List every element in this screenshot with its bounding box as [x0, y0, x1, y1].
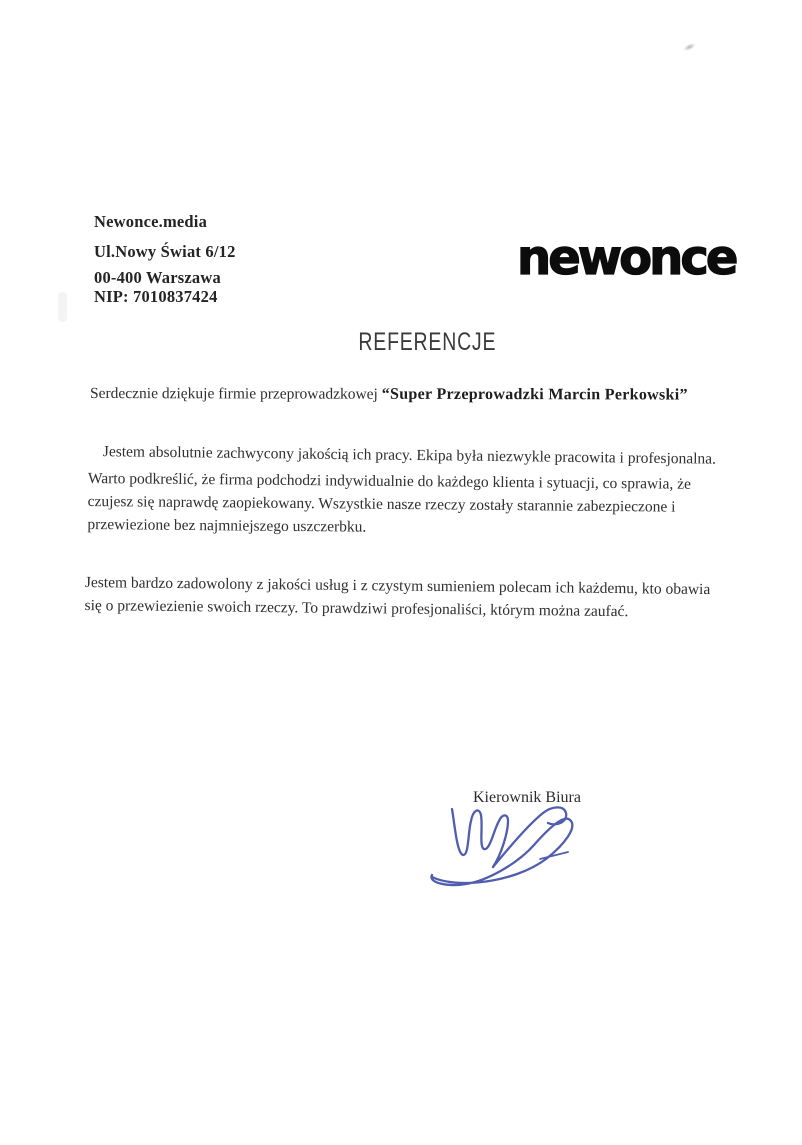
intro-company-name: “Super Przeprowadzki Marcin Perkowski”	[381, 385, 688, 404]
sender-city: 00-400 Warszawa	[94, 268, 221, 287]
document-title	[52, 328, 802, 357]
sender-street: Ul.Nowy Świat 6/12	[94, 242, 236, 261]
intro-normal-text: Serdecznie dziękuje firmie przeprowadzkowej	[89, 385, 382, 403]
scan-smudge-faint	[58, 292, 67, 322]
newonce-logo: newonce	[517, 230, 736, 286]
paragraph-intro	[90, 382, 770, 407]
paragraph-individual-approach: Warto podkreślić, że firma podchodzi indywidualnie do każdego klienta i sytuacji, co sprawia, że czujesz się naprawdę zaopiekowany. Wszystkie nasze rzeczy zostały starannie zabezpieczone i przewiezione bez najmniejszego uszczerbku.	[87, 469, 691, 536]
paragraph-recommendation: Jestem bardzo zadowolony z jakości usług i z czystym sumieniem polecam ich każdemu, kto obawia się o przewiezienie swoich rzeczy. To prawdziwi profesjonaliści, którym można zaufać.	[84, 573, 711, 621]
handwritten-signature	[428, 797, 586, 895]
sender-company: Newonce.media	[94, 212, 208, 231]
paragraph-quality: Jestem absolutnie zachwycony jakością ich pracy. Ekipa była niezwykle pracowita i profesjonalna.	[102, 443, 717, 468]
sender-nip: NIP: 7010837424	[94, 287, 218, 306]
scan-smudge	[682, 42, 696, 53]
signature-scribble	[431, 807, 572, 885]
document-title-text: REFERENCJE	[358, 328, 496, 356]
signatory-role: Kierownik Biura	[473, 789, 581, 806]
